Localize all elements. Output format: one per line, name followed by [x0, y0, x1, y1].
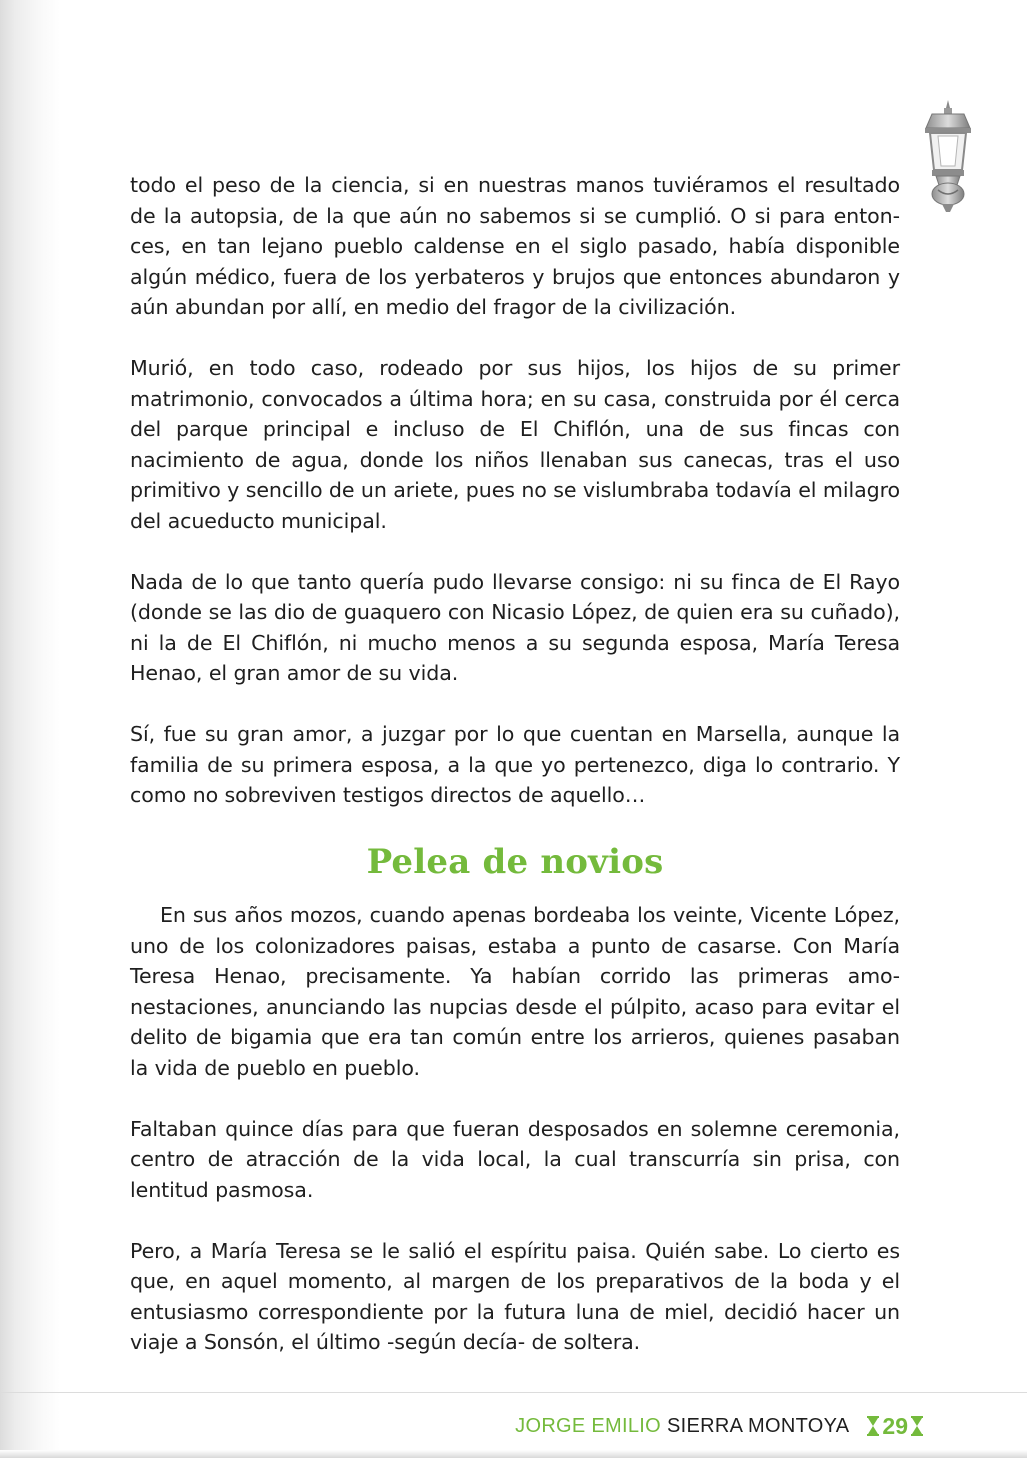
- hourglass-icon: [911, 1416, 923, 1436]
- street-lamp-icon: [922, 98, 974, 214]
- footer-divider: [0, 1392, 1027, 1393]
- paragraph-nada: Nada de lo que tanto quería pudo llevarse consigo: ni su finca de El Rayo (donde se las dio de guaquero con Nicasio López, de quien era su cuñado), ni la de El Chiflón, ni mucho menos a su segunda esposa, María Teresa Henao, el gran amor de su vida.: [130, 569, 900, 685]
- running-footer: [515, 1410, 923, 1442]
- author-first-name: JORGE EMILIO: [515, 1414, 662, 1437]
- paragraph-autopsia: todo el peso de la ciencia, si en nuestras manos tuviéramos el resultado de la autopsia, de la que aún no sabemos si se cumplió. O si para entonces, en tan lejano pueblo caldense en el siglo pasado, había disponible algún médico, fuera de los yerbateros y brujos que entonces abundaron y aún abundan por allí, en medio del fragor de la civilización.: [130, 173, 900, 319]
- paragraph-murio: Murió, en todo caso, rodeado por sus hijos, los hijos de su primer matrimonio, convocados a última hora; en su casa, construida por él cerca del parque principal e incluso de El Chiflón, una de sus fincas con nacimiento de agua, donde los niños llenaban sus canecas, tras el uso primitivo y sencillo de un ariete, pues no se vislumbraba todavía el milagro del acueducto municipal.: [130, 356, 900, 533]
- paragraph-pero: Pero, a María Teresa se le salió el espíritu paisa. Quién sabe. Lo cierto es que, en aquel momento, al margen de los preparativos de la boda y el entusiasmo correspondiente por la futura luna de miel, decidió hacer un viaje a Sonsón, el último -según decía- de soltera.: [130, 1238, 900, 1354]
- paragraph-faltaban: Faltaban quince días para que fueran desposados en solemne ceremonia, centro de atracción de la vida local, la cual transcurría sin prisa, con lentitud pasmosa.: [130, 1116, 900, 1202]
- author-last-name: SIERRA MONTOYA: [667, 1414, 850, 1437]
- paragraph-gran-amor: Sí, fue su gran amor, a juzgar por lo que cuentan en Marsella, aunque la familia de su primera esposa, a la que yo pertenezco, diga lo contrario. Y como no sobreviven testigos directos de aquello…: [130, 722, 900, 807]
- hourglass-icon: [867, 1416, 879, 1436]
- book-spine-shadow: [0, 0, 60, 1458]
- page-number-block: [867, 1413, 923, 1440]
- page-bottom-shadow: [0, 1450, 1027, 1458]
- paragraph-anos-mozos: En sus años mozos, cuando apenas bordeaba los veinte, Vicente López, uno de los colonizadores paisas, estaba a punto de casarse. Con María Teresa Henao, precisamente. Ya habían corrido las primeras amonestaciones, anunciando las nupcias desde el púlpito, acaso para evitar el delito de bigamia que era tan común entre los arrieros, quienes pasaban la vida de pueblo en pueblo.: [130, 903, 900, 1080]
- page-body: [130, 170, 900, 1388]
- page-number: 29: [882, 1412, 908, 1439]
- section-heading: Pelea de novios: [366, 842, 664, 882]
